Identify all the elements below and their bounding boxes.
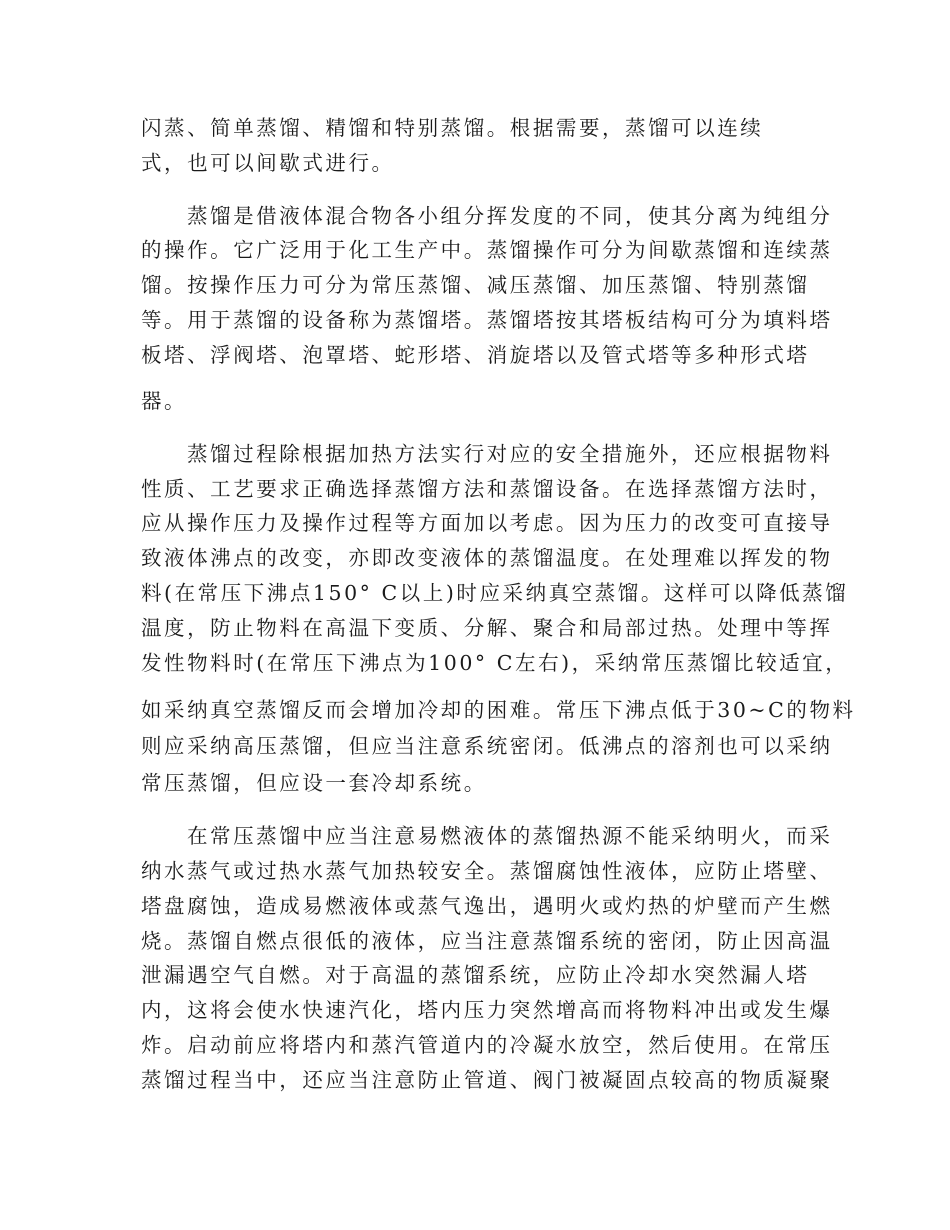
paragraph-line: 器。: [141, 389, 188, 413]
paragraph-line: 温度，防止物料在高温下变质、分解、聚合和局部过热。处理中等挥: [141, 616, 833, 640]
paragraph-line: 料(在常压下沸点150° C以上)时应采纳真空蒸馏。这样可以降低蒸馏: [141, 581, 849, 605]
paragraph-line: 蒸馏是借液体混合物各小组分挥发度的不同，使其分离为纯组分: [187, 204, 833, 228]
paragraph-line: 等。用于蒸馏的设备称为蒸馏塔。蒸馏塔按其塔板结构可分为填料塔: [141, 308, 833, 332]
paragraph-line: 内，这将会使水快速汽化，塔内压力突然增高而将物料冲出或发生爆: [141, 998, 833, 1022]
paragraph-line: 蒸馏过程除根据加热方法实行对应的安全措施外，还应根据物料: [187, 442, 833, 466]
paragraph-line: 塔盘腐蚀，造成易燃液体或蒸气逸出，遇明火或灼热的炉壁而产生燃: [141, 894, 833, 918]
paragraph-line: 的操作。它广泛用于化工生产中。蒸馏操作可分为间歇蒸馏和连续蒸: [141, 238, 833, 262]
paragraph-line: 在常压蒸馏中应当注意易燃液体的蒸馏热源不能采纳明火，而采: [187, 824, 833, 848]
paragraph-line: 烧。蒸馏自燃点很低的液体，应当注意蒸馏系统的密闭，防止因高温: [141, 929, 833, 953]
paragraph-line: 式，也可以间歇式进行。: [141, 151, 395, 175]
paragraph-line: 泄漏遇空气自燃。对于高温的蒸馏系统，应防止冷却水突然漏人塔: [141, 963, 810, 987]
paragraph-line: 板塔、浮阀塔、泡罩塔、蛇形塔、消旋塔以及管式塔等多种形式塔: [141, 343, 810, 367]
paragraph-line: 常压蒸馏，但应设一套冷却系统。: [141, 771, 487, 795]
paragraph-line: 致液体沸点的改变，亦即改变液体的蒸馏温度。在处理难以挥发的物: [141, 546, 833, 570]
paragraph-line: 蒸馏过程当中，还应当注意防止管道、阀门被凝固点较高的物质凝聚: [141, 1068, 833, 1092]
paragraph-line: 性质、工艺要求正确选择蒸馏方法和蒸馏设备。在选择蒸馏方法时，: [141, 477, 833, 501]
paragraph-line: 馏。按操作压力可分为常压蒸馏、减压蒸馏、加压蒸馏、特别蒸馏: [141, 273, 810, 297]
paragraph-line: 闪蒸、简单蒸馏、精馏和特别蒸馏。根据需要，蒸馏可以连续: [141, 116, 764, 140]
paragraph-line: 则应采纳高压蒸馏，但应当注意系统密闭。低沸点的溶剂也可以采纳: [141, 734, 833, 758]
paragraph-line: 炸。启动前应将塔内和蒸汽管道内的冷凝水放空，然后使用。在常压: [141, 1033, 833, 1057]
paragraph-line: 发性物料时(在常压下沸点为100° C左右)，采纳常压蒸馏比较适宜，: [141, 651, 849, 675]
paragraph-line: 纳水蒸气或过热水蒸气加热较安全。蒸馏腐蚀性液体，应防止塔壁、: [141, 859, 833, 883]
paragraph-line: 应从操作压力及操作过程等方面加以考虑。因为压力的改变可直接导: [141, 511, 833, 535]
paragraph-line: 如采纳真空蒸馏反而会增加冷却的困难。常压下沸点低于30~C的物料: [141, 698, 856, 722]
